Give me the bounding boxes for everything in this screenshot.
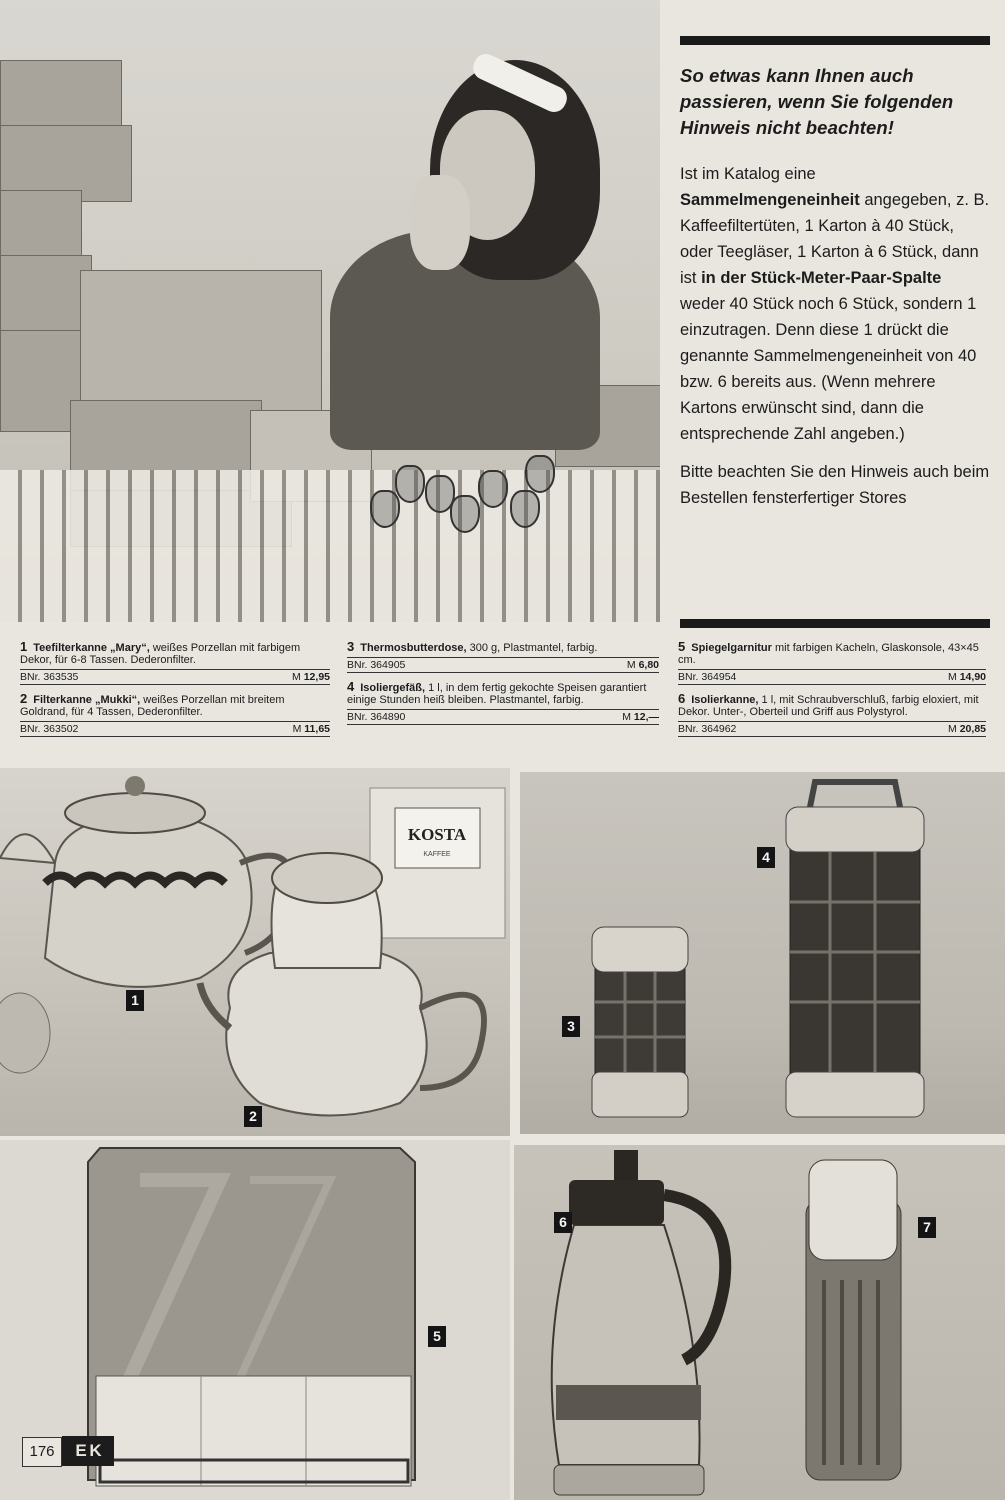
product-name: Isolierkanne, <box>691 694 759 706</box>
currency: M <box>948 723 960 735</box>
rule-top <box>680 36 990 45</box>
product-text: 1 l, mit Schraubverschluß, farbig eloxiert, mit Dekor. Unter-, Oberteil und Griff aus Polystyrol. <box>678 694 979 718</box>
product-price <box>622 711 659 723</box>
price-value: 12,— <box>633 711 659 723</box>
tea-glass <box>510 490 540 528</box>
tea-glass <box>478 470 508 508</box>
product-item <box>347 641 659 673</box>
order-number: BNr. 363502 <box>20 723 79 735</box>
order-row <box>347 657 659 673</box>
product-column-3 <box>678 641 986 745</box>
isolierkanne-decor-band <box>556 1385 701 1420</box>
order-row <box>20 669 330 685</box>
product-number: 1 <box>20 639 28 654</box>
isolierkanne-cap <box>614 1150 638 1180</box>
isoliergefaess-handle <box>810 782 900 807</box>
product-item <box>347 681 659 725</box>
currency: M <box>292 723 305 735</box>
photo-label-5: 5 <box>428 1326 446 1347</box>
product-number: 3 <box>347 639 355 654</box>
product-description <box>347 681 659 706</box>
tea-glass <box>525 455 555 493</box>
photo-label-2: 2 <box>244 1106 262 1127</box>
photo-label-6: 6 <box>554 1212 572 1233</box>
currency: M <box>948 671 960 683</box>
top-photo-woman-with-boxes <box>0 0 660 622</box>
isoliergefaess-base <box>786 1072 924 1117</box>
order-number: BNr. 364954 <box>678 671 737 683</box>
notice-panel <box>680 36 990 511</box>
order-number: BNr. 364890 <box>347 711 406 723</box>
notice-body-text: weder 40 Stück noch 6 Stück, sondern 1 einzutragen. Denn diese 1 drückt die genannte Sammelmengeneinheit von 40 bzw. 6 bereits aus. (Wenn mehrere Kartons erwünscht sind, dann die entsprechende Zahl angeben.) <box>680 295 977 443</box>
price-value: 6,80 <box>638 659 659 671</box>
glass-ball <box>0 993 50 1073</box>
rule-bottom <box>680 619 990 628</box>
isoliergefaess-lid <box>786 807 924 852</box>
product-description <box>347 641 659 654</box>
tea-glass <box>395 465 425 503</box>
product-item <box>678 693 986 737</box>
photo-label-1: 1 <box>126 990 144 1011</box>
butter-dose-base <box>592 1072 688 1117</box>
product-description <box>20 641 330 666</box>
photo-thermos-containers <box>520 772 1005 1134</box>
product-text: mit farbigen Kacheln, Glaskonsole, 43×45 cm. <box>678 642 979 666</box>
product-description <box>678 641 986 666</box>
isoliergefaess-body <box>790 817 920 1107</box>
photo-mirror-set <box>0 1140 510 1500</box>
photo-label-7: 7 <box>918 1217 936 1238</box>
photo-teapots <box>0 768 510 1136</box>
product-price <box>948 723 986 735</box>
product-number: 4 <box>347 679 355 694</box>
order-row <box>20 721 330 737</box>
coffee-bag-sub: KAFFEE <box>423 851 451 858</box>
price-value: 11,65 <box>304 723 330 735</box>
product-number: 2 <box>20 691 28 706</box>
currency: M <box>292 671 304 683</box>
stacked-box <box>0 190 82 262</box>
product-name: Filterkanne „Mukki“, <box>33 694 141 706</box>
notice-body <box>680 161 990 447</box>
mirror-tiles <box>96 1376 411 1486</box>
stacked-box <box>0 60 122 132</box>
product-name: Teefilterkanne „Mary“, <box>33 642 150 654</box>
notice-body-bold: in der Stück-Meter-Paar-Spalte <box>701 269 942 287</box>
product-item <box>20 641 330 685</box>
thermos-illustration <box>520 772 1005 1134</box>
teapot-mukki-lid <box>272 853 382 903</box>
tablecloth <box>0 470 660 622</box>
product-price <box>948 671 986 683</box>
order-number: BNr. 364962 <box>678 723 737 735</box>
product-description <box>20 693 330 718</box>
price-value: 20,85 <box>959 723 986 735</box>
product-price <box>292 671 330 683</box>
tea-glass <box>370 490 400 528</box>
notice-body-bold: Sammelmengeneinheit <box>680 191 860 209</box>
butter-dose-lid <box>592 927 688 972</box>
price-value: 14,90 <box>959 671 986 683</box>
photo-label-3: 3 <box>562 1016 580 1037</box>
product-price <box>627 659 659 671</box>
notice-body-text: Ist im Katalog eine <box>680 165 816 183</box>
product-number: 6 <box>678 691 686 706</box>
stacked-box <box>0 255 92 337</box>
notice-headline: So etwas kann Ihnen auch passieren, wenn Sie folgenden Hinweis nicht beachten! <box>680 65 954 138</box>
currency: M <box>622 711 634 723</box>
teapot-mary-lid <box>65 793 205 833</box>
product-column-1 <box>20 641 330 745</box>
order-row <box>347 709 659 725</box>
woman-hands <box>410 175 470 270</box>
teapot-mukki-handle <box>420 995 484 1088</box>
teapot-mary-knob <box>125 776 145 796</box>
product-item <box>20 693 330 737</box>
product-price <box>293 723 330 735</box>
catalog-logo: E K <box>62 1436 114 1466</box>
product-name: Spiegelgarnitur <box>691 642 772 654</box>
photo-label-4: 4 <box>757 847 775 868</box>
product-text: 300 g, Plastmantel, farbig. <box>466 642 598 654</box>
product-column-2 <box>347 641 659 733</box>
photo-jug-and-flask <box>514 1145 1005 1500</box>
product-name: Isoliergefäß, <box>360 682 426 694</box>
isolierflasche-cup <box>809 1160 897 1260</box>
order-row <box>678 669 986 685</box>
tea-glass <box>450 495 480 533</box>
order-number: BNr. 364905 <box>347 659 406 671</box>
jug-flask-illustration <box>514 1145 1005 1500</box>
product-text: weißes Porzellan mit farbigem Dekor, für 6-8 Tassen. Dederonfilter. <box>20 642 301 666</box>
product-text: 1 l, in dem fertig gekochte Speisen garantiert einige Stunden heiß bleiben. Plastmantel, farbig. <box>347 682 647 706</box>
price-value: 12,95 <box>303 671 330 683</box>
isolierkanne-top <box>569 1180 664 1225</box>
page-number: 176 <box>22 1437 62 1467</box>
product-name: Thermosbutterdose, <box>360 642 467 654</box>
product-text: weißes Porzellan mit breitem Goldrand, für 4 Tassen, Dederonfilter. <box>20 694 285 718</box>
teapot-mukki-spout <box>200 983 230 1028</box>
product-item <box>678 641 986 685</box>
currency: M <box>626 659 639 671</box>
order-number: BNr. 363535 <box>20 671 79 683</box>
teapot-mary-body <box>0 813 252 987</box>
isolierkanne-body <box>552 1225 700 1465</box>
notice-body-text: angegeben, z. B. Kaffeefiltertüten, 1 Karton à 40 Stück, oder Teegläser, 1 Karton à 6 Stück, dann ist <box>680 191 990 287</box>
teapot-mukki-body <box>226 953 426 1116</box>
teapots-illustration <box>0 768 510 1136</box>
isolierkanne-base <box>554 1465 704 1495</box>
order-row <box>678 721 986 737</box>
product-description <box>678 693 986 718</box>
product-number: 5 <box>678 639 686 654</box>
notice-footer: Bitte beachten Sie den Hinweis auch beim Bestellen fensterfertiger Stores <box>680 463 990 507</box>
coffee-bag-brand: KOSTA <box>407 825 467 844</box>
